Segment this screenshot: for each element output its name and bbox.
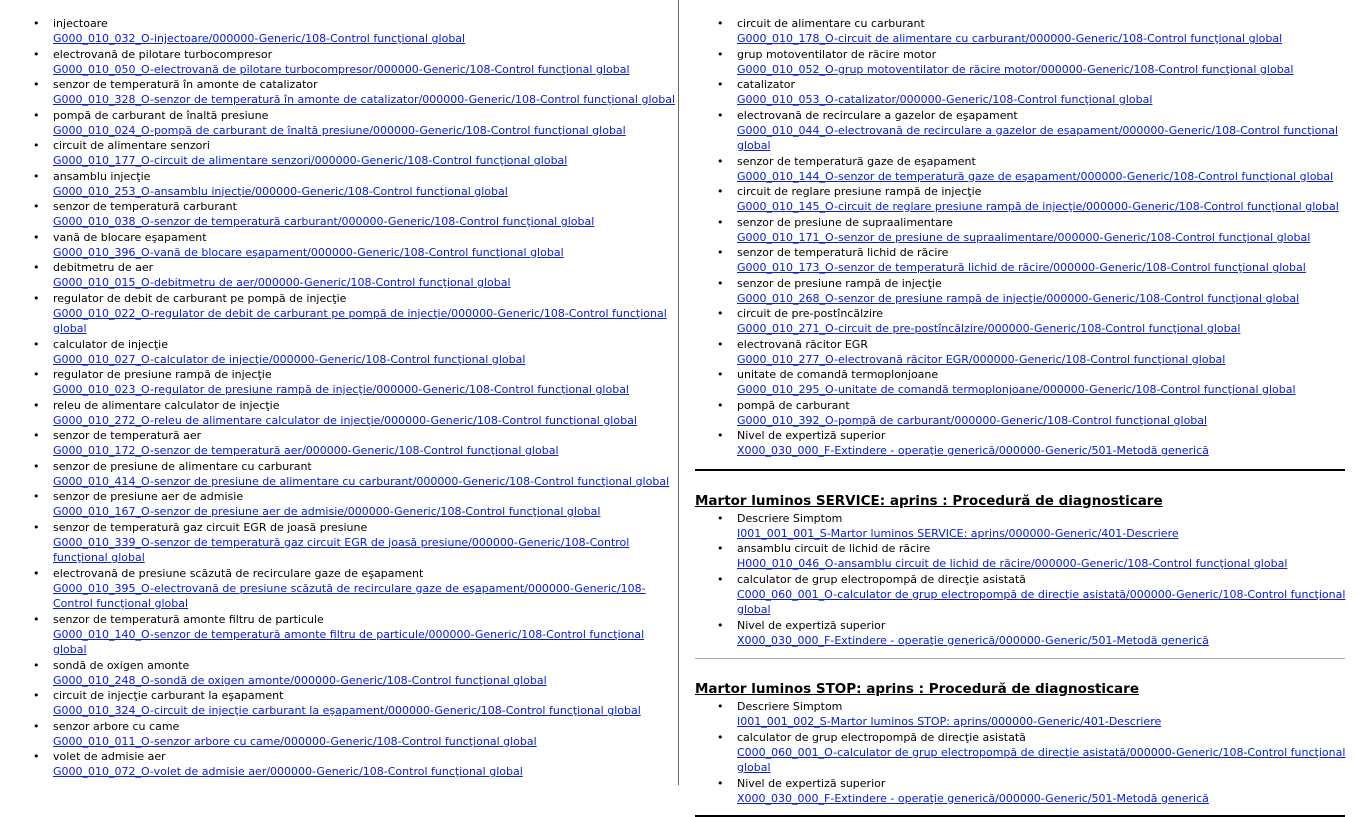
- item-label: • Descriere Simptom: [737, 511, 843, 525]
- item-label: • pompă de carburant: [737, 398, 850, 412]
- procedure-link[interactable]: G000_010_414_O-senzor de presiune de alimentare cu carburant/000000-Generic/108-Control funcţional global: [53, 474, 670, 488]
- list-item: [680, 215, 1357, 246]
- service-procedure-list: [680, 511, 1357, 649]
- item-label: • calculator de grup electropompă de direcţie asistată: [737, 730, 1026, 744]
- procedure-link[interactable]: G000_010_038_O-senzor de temperatură carburant/000000-Generic/108-Control funcţional global: [53, 215, 595, 228]
- list-item: [0, 337, 678, 368]
- list-item: [680, 541, 1357, 572]
- list-item: [0, 658, 678, 689]
- list-item: [680, 367, 1357, 398]
- section-title-service: Martor luminos SERVICE: aprins : Procedură de diagnosticare: [695, 492, 1163, 509]
- procedure-link[interactable]: G000_010_248_O-sondă de oxigen amonte/000000-Generic/108-Control funcţional global: [53, 673, 547, 687]
- procedure-link[interactable]: G000_010_052_O-grup motoventilator de răcire motor/000000-Generic/108-Control funcţional global: [737, 62, 1294, 76]
- procedure-link[interactable]: G000_010_271_O-circuit de pre-postîncălzire/000000-Generic/108-Control funcţional global: [737, 322, 1241, 335]
- list-item: [0, 749, 678, 780]
- procedure-link[interactable]: G000_010_392_O-pompă de carburant/000000-Generic/108-Control funcţional global: [737, 413, 1208, 427]
- item-label: • electrovană de pilotare turbocompresor: [53, 47, 273, 61]
- procedure-link[interactable]: G000_010_324_O-circuit de injecţie carburant la eşapament/000000-Generic/108-Control funcţional global: [53, 704, 641, 717]
- item-label: • circuit de alimentare cu carburant: [737, 17, 925, 30]
- item-label: • Nivel de expertiză superior: [737, 429, 886, 442]
- item-label: • electrovană de presiune scăzută de recirculare gaze de eşapament: [53, 566, 424, 580]
- procedure-link[interactable]: G000_010_015_O-debitmetru de aer/000000-Generic/108-Control funcţional global: [53, 276, 511, 289]
- left-column: [0, 0, 678, 780]
- item-label: • calculator de grup electropompă de direcţie asistată: [737, 572, 1026, 586]
- item-label: • senzor de temperatură în amonte de catalizator: [53, 78, 318, 91]
- item-label: • Nivel de expertiză superior: [737, 776, 886, 790]
- list-item: [0, 138, 678, 169]
- list-item: [0, 291, 678, 337]
- list-item: [0, 398, 678, 429]
- procedure-link[interactable]: G000_010_024_O-pompă de carburant de înaltă presiune/000000-Generic/108-Control funcţional global: [53, 123, 626, 137]
- list-item: [0, 719, 678, 750]
- list-item: [680, 184, 1357, 215]
- procedure-link[interactable]: X000_030_000_F-Extindere - operaţie generică/000000-Generic/501-Metodă generică: [737, 444, 1209, 457]
- item-label: • grup motoventilator de răcire motor: [737, 47, 937, 61]
- item-label: • senzor de presiune aer de admisie: [53, 490, 244, 503]
- list-item: [680, 306, 1357, 337]
- procedure-link[interactable]: G000_010_396_O-vană de blocare eşapament/000000-Generic/108-Control funcţional global: [53, 245, 564, 259]
- item-label: • senzor de temperatură gaze de eşapament: [737, 154, 976, 168]
- procedure-link[interactable]: G000_010_145_O-circuit de reglare presiune rampă de injecţie/000000-Generic/108-Control funcţional global: [737, 200, 1339, 213]
- procedure-link[interactable]: G000_010_171_O-senzor de presiune de supraalimentare/000000-Generic/108-Control funcţional global: [737, 230, 1311, 244]
- procedure-link[interactable]: G000_010_044_O-electrovană de recirculare a gazelor de eşapament/000000-Generic/108-Control funcţional global: [737, 123, 1339, 152]
- procedure-link[interactable]: G000_010_011_O-senzor arbore cu came/000000-Generic/108-Control funcţional global: [53, 734, 537, 748]
- list-item: [0, 489, 678, 520]
- item-label: • ansamblu circuit de lichid de răcire: [737, 542, 931, 555]
- list-item: [680, 77, 1357, 108]
- item-label: • senzor de temperatură amonte filtru de particule: [53, 612, 324, 626]
- item-label: • pompă de carburant de înaltă presiune: [53, 108, 269, 122]
- item-label: • senzor de presiune de supraalimentare: [737, 215, 953, 229]
- procedure-link[interactable]: G000_010_328_O-senzor de temperatură în amonte de catalizator/000000-Generic/108-Control funcţional global: [53, 93, 676, 106]
- section-divider-thin: [695, 658, 1345, 659]
- item-label: • vană de blocare eşapament: [53, 230, 207, 244]
- procedure-link[interactable]: G000_010_395_O-electrovană de presiune scăzută de recirculare gaze de eşapament/000000-Generic/108-Control funcţional global: [53, 581, 646, 610]
- procedure-link[interactable]: G000_010_140_O-senzor de temperatură amonte filtru de particule/000000-Generic/108-Control funcţional global: [53, 627, 645, 656]
- procedure-link[interactable]: G000_010_144_O-senzor de temperatură gaze de eşapament/000000-Generic/108-Control funcţional global: [737, 169, 1334, 183]
- list-item: [680, 428, 1357, 459]
- section-divider-thick: [695, 469, 1345, 471]
- procedure-link[interactable]: I001_001_001_S-Martor luminos SERVICE: aprins/000000-Generic/401-Descriere: [737, 526, 1179, 540]
- procedure-link[interactable]: C000_060_001_O-calculator de grup electropompă de direcţie asistată/000000-Generic/108-Control funcţional global: [737, 745, 1346, 774]
- item-label: • circuit de pre-postîncălzire: [737, 307, 884, 320]
- list-item: [680, 154, 1357, 185]
- item-label: • senzor de temperatură carburant: [53, 200, 237, 213]
- list-item: [0, 688, 678, 719]
- procedure-link[interactable]: G000_010_022_O-regulator de debit de carburant pe pompă de injecţie/000000-Generic/108-Control funcţional global: [53, 306, 667, 335]
- list-item: [0, 459, 678, 490]
- list-item: [680, 47, 1357, 78]
- item-label: • senzor de temperatură gaz circuit EGR de joasă presiune: [53, 520, 368, 534]
- procedure-link[interactable]: H000_010_046_O-ansamblu circuit de lichid de răcire/000000-Generic/108-Control funcţional global: [737, 557, 1288, 570]
- list-item: [680, 398, 1357, 429]
- section-stop: [680, 680, 1357, 806]
- list-item: [0, 520, 678, 566]
- list-item: [680, 618, 1357, 649]
- item-label: • catalizator: [737, 78, 796, 91]
- procedure-link[interactable]: G000_010_272_O-releu de alimentare calculator de injecţie/000000-Generic/108-Control funcţional global: [53, 413, 637, 427]
- item-label: • circuit de alimentare senzori: [53, 139, 210, 152]
- list-item: [680, 245, 1357, 276]
- list-item: [680, 337, 1357, 368]
- procedure-link[interactable]: G000_010_172_O-senzor de temperatură aer/000000-Generic/108-Control funcţional global: [53, 444, 559, 457]
- procedure-link[interactable]: G000_010_253_O-ansamblu injecţie/000000-Generic/108-Control funcţional global: [53, 184, 508, 198]
- procedure-link[interactable]: G000_010_053_O-catalizator/000000-Generic/108-Control funcţional global: [737, 93, 1153, 106]
- list-item: [0, 169, 678, 200]
- list-item: [0, 47, 678, 78]
- list-item: [0, 77, 678, 108]
- procedure-link[interactable]: G000_010_032_O-injectoare/000000-Generic/108-Control funcţional global: [53, 32, 466, 45]
- list-item: [680, 16, 1357, 47]
- list-item: [0, 260, 678, 291]
- item-label: • calculator de injecţie: [53, 337, 169, 351]
- section-service: [680, 492, 1357, 649]
- section-title-stop: Martor luminos STOP: aprins : Procedură de diagnosticare: [695, 681, 1139, 697]
- item-label: • releu de alimentare calculator de injecţie: [53, 398, 280, 412]
- procedure-link[interactable]: C000_060_001_O-calculator de grup electropompă de direcţie asistată/000000-Generic/108-Control funcţional global: [737, 587, 1346, 616]
- list-item: [0, 108, 678, 139]
- procedure-link[interactable]: G000_010_339_O-senzor de temperatură gaz circuit EGR de joasă presiune/000000-Generic/108-Control funcţional global: [53, 535, 630, 564]
- list-item: [0, 367, 678, 398]
- procedure-link[interactable]: G000_010_277_O-electrovană răcitor EGR/000000-Generic/108-Control funcţional global: [737, 352, 1226, 366]
- item-label: • ansamblu injecţie: [53, 169, 151, 183]
- component-list-left: [0, 0, 678, 780]
- list-item: [0, 428, 678, 459]
- item-label: • senzor de temperatură aer: [53, 429, 202, 442]
- list-item: [680, 572, 1357, 618]
- list-item: [680, 730, 1357, 776]
- item-label: • regulator de presiune rampă de injecţie: [53, 368, 272, 381]
- procedure-link[interactable]: G000_010_023_O-regulator de presiune rampă de injecţie/000000-Generic/108-Control funcţional global: [53, 383, 629, 396]
- item-label: • electrovană răcitor EGR: [737, 337, 868, 351]
- item-label: • senzor de temperatură lichid de răcire: [737, 246, 949, 259]
- procedure-link[interactable]: G000_010_027_O-calculator de injecţie/000000-Generic/108-Control funcţional global: [53, 352, 526, 366]
- item-label: • circuit de injecţie carburant la eşapament: [53, 689, 284, 702]
- list-item: [0, 16, 678, 47]
- item-label: • Descriere Simptom: [737, 700, 843, 713]
- item-label: • debitmetru de aer: [53, 261, 154, 274]
- procedure-link[interactable]: G000_010_178_O-circuit de alimentare cu carburant/000000-Generic/108-Control funcţional global: [737, 32, 1283, 45]
- item-label: • volet de admisie aer: [53, 750, 166, 763]
- procedure-link[interactable]: G000_010_072_O-volet de admisie aer/000000-Generic/108-Control funcţional global: [53, 765, 523, 778]
- item-label: • sondă de oxigen amonte: [53, 658, 190, 672]
- list-item: [0, 199, 678, 230]
- column-divider: [678, 0, 679, 785]
- right-column: [680, 0, 1357, 817]
- item-label: • senzor de presiune de alimentare cu carburant: [53, 459, 312, 473]
- item-label: • senzor arbore cu came: [53, 719, 180, 733]
- item-label: • electrovană de recirculare a gazelor de eşapament: [737, 108, 1018, 122]
- item-label: • injectoare: [53, 17, 108, 30]
- procedure-link[interactable]: I001_001_002_S-Martor luminos STOP: aprins/000000-Generic/401-Descriere: [737, 715, 1162, 728]
- list-item: [680, 276, 1357, 307]
- list-item: [680, 108, 1357, 154]
- list-item: [680, 511, 1357, 542]
- item-label: • unitate de comandă termoplonjoane: [737, 368, 939, 381]
- procedure-link[interactable]: X000_030_000_F-Extindere - operaţie generică/000000-Generic/501-Metodă generică: [737, 633, 1209, 647]
- procedure-link[interactable]: G000_010_295_O-unitate de comandă termoplonjoane/000000-Generic/108-Control funcţional global: [737, 383, 1296, 396]
- component-list-right: [680, 0, 1357, 459]
- item-label: • senzor de presiune rampă de injecţie: [737, 276, 942, 290]
- item-label: • Nivel de expertiză superior: [737, 618, 886, 632]
- procedure-link[interactable]: G000_010_173_O-senzor de temperatură lichid de răcire/000000-Generic/108-Control funcţional global: [737, 261, 1306, 274]
- stop-procedure-list: [680, 699, 1357, 806]
- procedure-link[interactable]: G000_010_268_O-senzor de presiune rampă de injecţie/000000-Generic/108-Control funcţional global: [737, 291, 1300, 305]
- procedure-link[interactable]: G000_010_050_O-electrovană de pilotare turbocompresor/000000-Generic/108-Control funcţional global: [53, 62, 630, 76]
- list-item: [0, 612, 678, 658]
- procedure-link[interactable]: G000_010_167_O-senzor de presiune aer de admisie/000000-Generic/108-Control funcţional global: [53, 505, 601, 518]
- procedure-link[interactable]: G000_010_177_O-circuit de alimentare senzori/000000-Generic/108-Control funcţional global: [53, 154, 568, 167]
- list-item: [0, 230, 678, 261]
- list-item: [680, 776, 1357, 807]
- list-item: [680, 699, 1357, 730]
- item-label: • regulator de debit de carburant pe pompă de injecţie: [53, 291, 347, 305]
- list-item: [0, 566, 678, 612]
- item-label: • circuit de reglare presiune rampă de injecţie: [737, 185, 982, 198]
- procedure-link[interactable]: X000_030_000_F-Extindere - operaţie generică/000000-Generic/501-Metodă generică: [737, 791, 1209, 805]
